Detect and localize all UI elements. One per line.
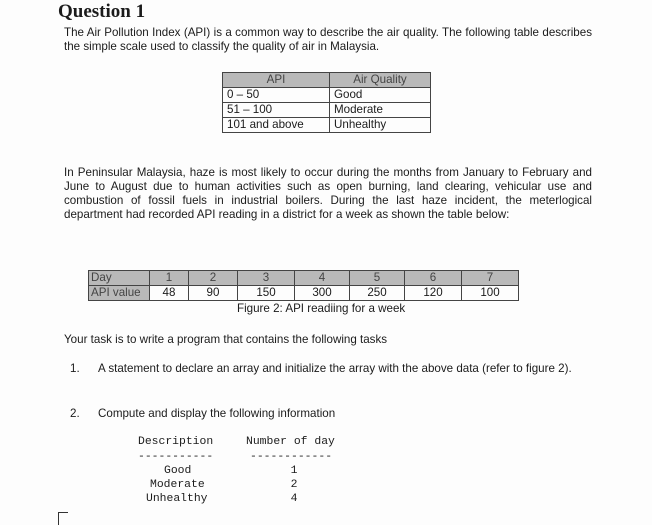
api-value-row: [89, 286, 519, 301]
api-day-cell: 1: [150, 271, 189, 286]
api-day-cell: 2: [189, 271, 238, 286]
list-item: A statement to declare an array and initialize the array with the above data (refer to figure 2).: [98, 362, 572, 375]
aq-cell: Unhealthy: [330, 118, 431, 133]
aq-table-header-row: [223, 73, 431, 88]
question-title: Question 1: [58, 1, 146, 22]
api-value-cell: 120: [405, 286, 462, 301]
aq-cell: Moderate: [330, 103, 431, 118]
figure-caption: Figure 2: API readiing for a week: [237, 302, 406, 315]
output-desc: Moderate: [150, 479, 205, 491]
list-item-number: 2.: [70, 407, 80, 420]
aq-cell: 0 – 50: [223, 88, 330, 103]
api-value-cell: 90: [189, 286, 238, 301]
api-value-cell: 250: [350, 286, 405, 301]
output-col-description: Description: [138, 436, 214, 448]
haze-paragraph: In Peninsular Malaysia, haze is most likely to occur during the months from January to February and June to August due to human activities such as open burning, land clearing, vehicular use and combustion of fossil fuels in industrial boilers. During the last haze incident, the meterlogical department had recorded API reading in a district for a week as shown the table below:: [64, 166, 592, 221]
page-corner-mark: [58, 512, 68, 525]
list-item-number: 1.: [70, 362, 80, 375]
task-statement: Your task is to write a program that contains the following tasks: [64, 333, 388, 346]
api-value-cell: 150: [238, 286, 295, 301]
api-value-cell: 300: [295, 286, 350, 301]
api-day-cell: 3: [238, 271, 295, 286]
aq-header-quality: Air Quality: [330, 73, 431, 88]
output-count: 2: [290, 479, 298, 491]
api-day-row: [89, 271, 519, 286]
output-divider-2: ------------: [250, 451, 333, 463]
air-quality-table: [222, 72, 431, 133]
table-row: [223, 103, 431, 118]
api-day-label: Day: [89, 271, 150, 286]
table-row: [223, 118, 431, 133]
output-divider-1: -----------: [138, 451, 214, 463]
table-row: [223, 88, 431, 103]
api-day-cell: 7: [462, 271, 519, 286]
intro-paragraph: The Air Pollution Index (API) is a common way to describe the air quality. The following table describes the simple scale used to classify the quality of air in Malaysia.: [64, 26, 592, 53]
output-count: 1: [290, 465, 298, 477]
api-reading-table: [88, 270, 519, 301]
output-desc: Unhealthy: [146, 493, 208, 505]
api-day-cell: 6: [405, 271, 462, 286]
output-count: 4: [290, 493, 298, 505]
api-day-cell: 4: [295, 271, 350, 286]
aq-cell: Good: [330, 88, 431, 103]
list-item: Compute and display the following information: [98, 407, 336, 420]
api-day-cell: 5: [350, 271, 405, 286]
output-col-days: Number of day: [246, 436, 335, 448]
api-value-cell: 48: [150, 286, 189, 301]
aq-header-api: API: [223, 73, 330, 88]
aq-cell: 101 and above: [223, 118, 330, 133]
api-value-cell: 100: [462, 286, 519, 301]
api-value-label: API value: [89, 286, 150, 301]
aq-cell: 51 – 100: [223, 103, 330, 118]
output-desc: Good: [164, 465, 192, 477]
